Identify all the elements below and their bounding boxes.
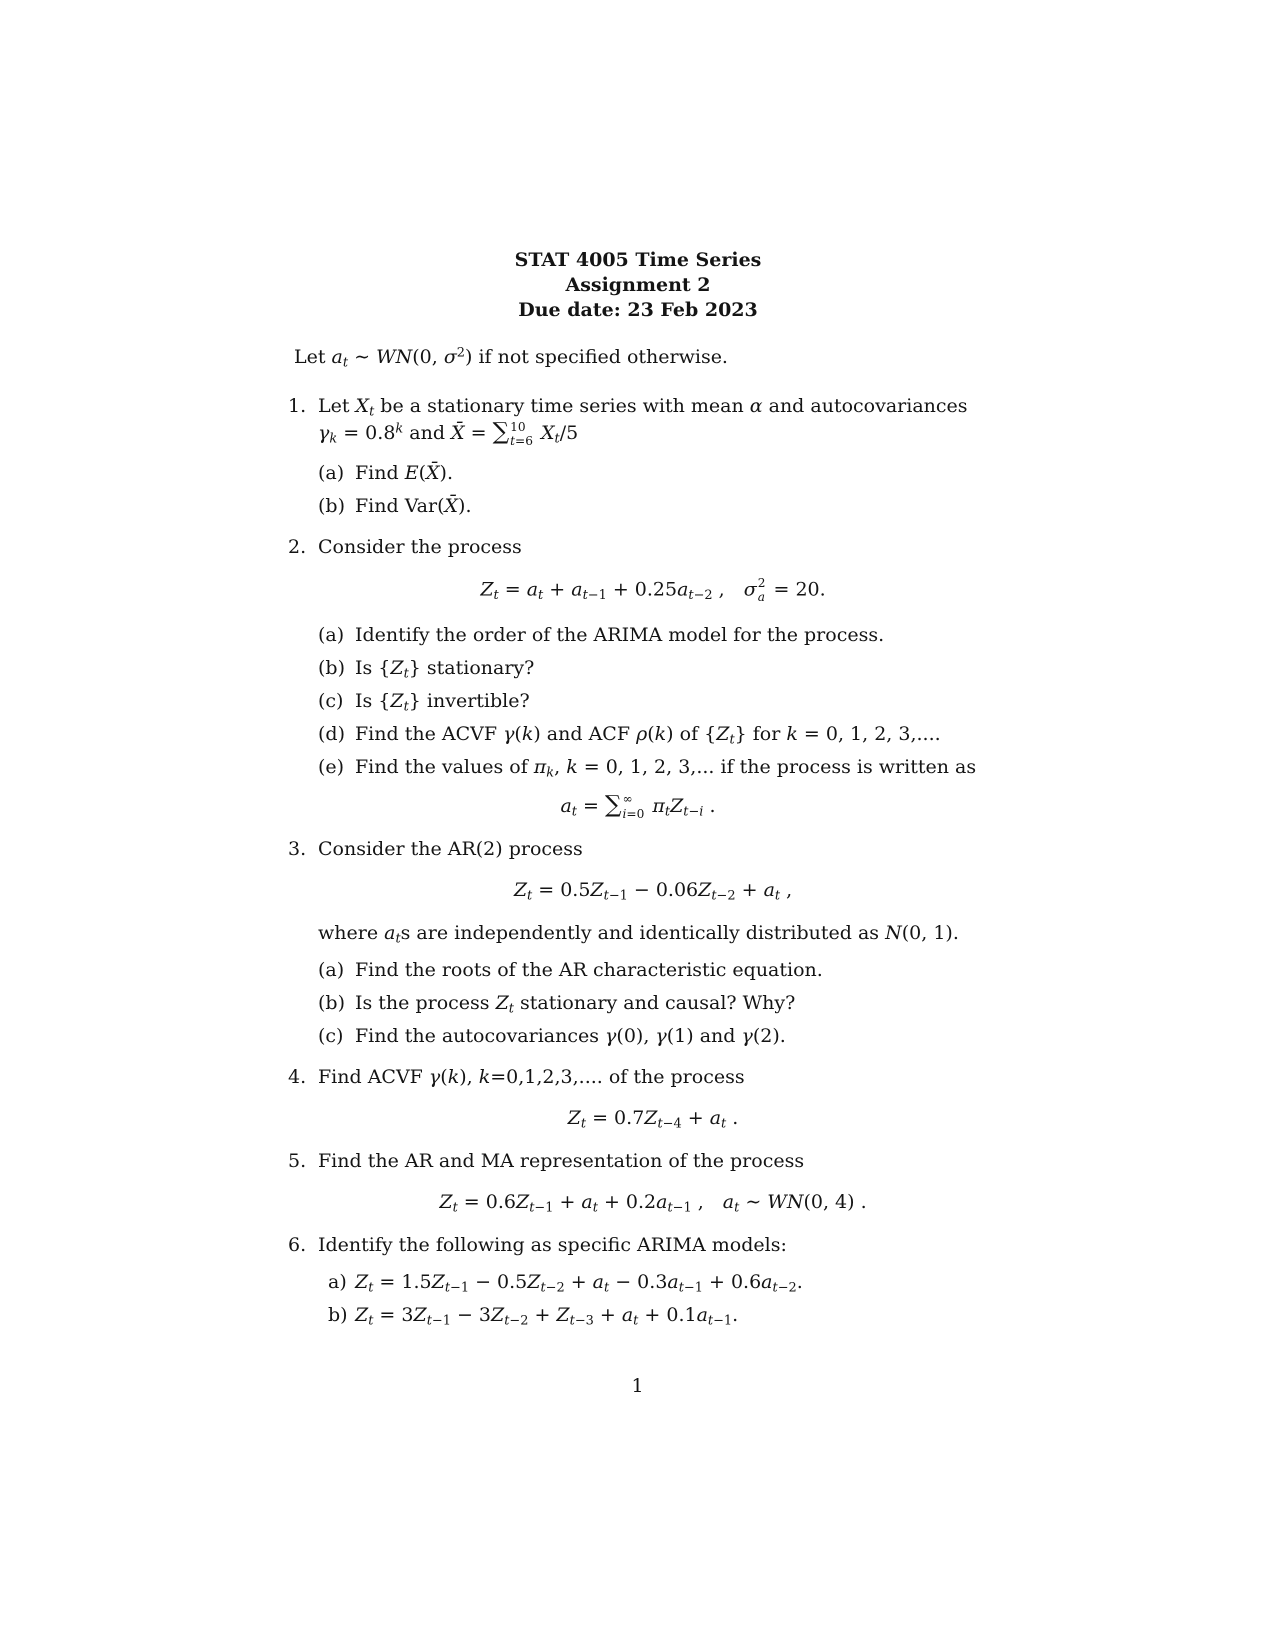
subitem-label: (c) — [318, 689, 344, 712]
problem-body — [318, 1233, 988, 1328]
problem-text: Let $X_t$ be a stationary time series with mean α and autocovariances $\gamma_k = 0.8^k$ and X̄ = ∑ 10 t=6 $X_t/5$ — [318, 395, 968, 449]
subitem-list — [318, 1270, 988, 1328]
subitem-b — [318, 991, 988, 1016]
subitem-a — [318, 1270, 988, 1295]
subitem-label: (d) — [318, 722, 345, 745]
text-block — [288, 248, 988, 1344]
subitem-text: $Z_t = 1.5Z_{t-1} - 0.5Z_{t-2} + a_t - 0.3a_{t-1} + 0.6a_{t-2}$. — [355, 1271, 803, 1297]
subitem-label: (c) — [318, 1025, 344, 1048]
problem-6 — [288, 1233, 988, 1328]
problem-3 — [288, 837, 988, 1049]
subitem-b — [318, 1303, 988, 1328]
problem-text: Consider the AR(2) process — [318, 838, 583, 861]
subitem-label: (a) — [318, 623, 345, 646]
subitem-text: Find the values of $\pi_k$, k = 0, 1, 2, 3,... if the process is written as — [355, 755, 977, 781]
subitem-a — [318, 623, 988, 648]
display-equation: $Z_t = 0.6Z_{t-1} + a_t + 0.2a_{t-1}$ , $a_t$ ∼ WN(0, 4) . — [439, 1191, 867, 1217]
subitem-text: Is the process $Z_t$ stationary and causal? Why? — [355, 992, 796, 1018]
summation-icon: ∑ — [604, 790, 622, 818]
problem-2 — [288, 535, 988, 822]
display-equation: $Z_t = 0.7Z_{t-4} + a_t$ . — [567, 1107, 739, 1133]
subitem-text: Is $\{Z_t\}$ invertible? — [355, 689, 530, 715]
problem-number: 2. — [288, 535, 307, 558]
subitem-text: Identify the order of the ARIMA model for the process. — [355, 623, 885, 646]
problem-number: 5. — [288, 1150, 307, 1173]
subitem-list — [318, 958, 988, 1049]
subitem-text: Is $\{Z_t\}$ stationary? — [355, 656, 535, 682]
problem-text: Find ACVF γ(k), k=0,1,2,3,.... of the process — [318, 1066, 745, 1089]
subitem-label: (b) — [318, 494, 345, 517]
subitem-b — [318, 656, 988, 681]
subitem-b — [318, 494, 988, 519]
doc-subtitle: Assignment 2 — [565, 274, 711, 296]
subitem-text: Find E(X̄). — [355, 461, 453, 484]
problem-number: 4. — [288, 1066, 307, 1089]
document-header — [288, 248, 988, 323]
doc-title: STAT 4005 Time Series — [514, 249, 762, 271]
subitem-label: b) — [328, 1304, 348, 1327]
doc-due-date: Due date: 23 Feb 2023 — [518, 299, 758, 321]
subitem-label: (b) — [318, 992, 345, 1015]
subitem-label: (a) — [318, 959, 345, 982]
problem-number: 6. — [288, 1234, 307, 1257]
problem-text-continued: where $a_ts$ are independently and identically distributed as N(0, 1). — [318, 922, 959, 948]
subitem-c — [318, 689, 988, 714]
subitem-text: Find the autocovariances γ(0), γ(1) and γ(2). — [355, 1025, 786, 1048]
subitem-e — [318, 755, 988, 822]
subitem-a — [318, 461, 988, 486]
problem-1 — [288, 394, 988, 519]
subitem-label: (e) — [318, 755, 345, 778]
problem-body — [318, 535, 988, 822]
subitem-text: Find Var(X̄). — [355, 494, 472, 517]
subitem-label: (a) — [318, 461, 345, 484]
page-number: 1 — [631, 1375, 644, 1397]
intro-text: Let $a_t$ ∼ WN(0, $\sigma^2$) if not specified otherwise. — [294, 345, 728, 371]
subitem-text: $Z_t = 3Z_{t-1} - 3Z_{t-2} + Z_{t-3} + a_t + 0.1a_{t-1}$. — [355, 1304, 739, 1330]
subitem-list — [318, 623, 988, 822]
subitem-label: a) — [328, 1271, 347, 1294]
problem-number: 1. — [288, 395, 307, 417]
problem-text: Identify the following as specific ARIMA models: — [318, 1234, 787, 1257]
problem-body — [318, 1065, 988, 1131]
problem-text: Consider the process — [318, 535, 522, 558]
display-equation: $a_t$ = ∑ ∞ i=0 $\pi_tZ_{t-i}$ . — [560, 790, 716, 821]
subitem-list — [318, 461, 988, 519]
subitem-label: (b) — [318, 656, 345, 679]
problem-4 — [288, 1065, 988, 1131]
problem-body — [318, 837, 988, 1049]
problem-text: Find the AR and MA representation of the process — [318, 1150, 805, 1173]
display-equation: $Z_t = a_t + a_{t-1} + 0.25a_{t-2}$ , σ 2 a = 20. — [480, 575, 826, 605]
display-equation: $Z_t = 0.5Z_{t-1} - 0.06Z_{t-2} + a_t$ , — [513, 879, 793, 905]
subitem-a — [318, 958, 988, 983]
problem-body — [318, 1149, 988, 1215]
subitem-text: Find the roots of the AR characteristic equation. — [355, 959, 823, 982]
summation-icon: ∑ — [492, 418, 510, 445]
subitem-c — [318, 1024, 988, 1049]
subitem-text: Find the ACVF γ(k) and ACF ρ(k) of $\{Z_t\}$ for k = 0, 1, 2, 3,.... — [355, 722, 941, 748]
problem-number: 3. — [288, 838, 307, 861]
subitem-d — [318, 722, 988, 747]
problem-body — [318, 394, 988, 519]
problem-5 — [288, 1149, 988, 1215]
